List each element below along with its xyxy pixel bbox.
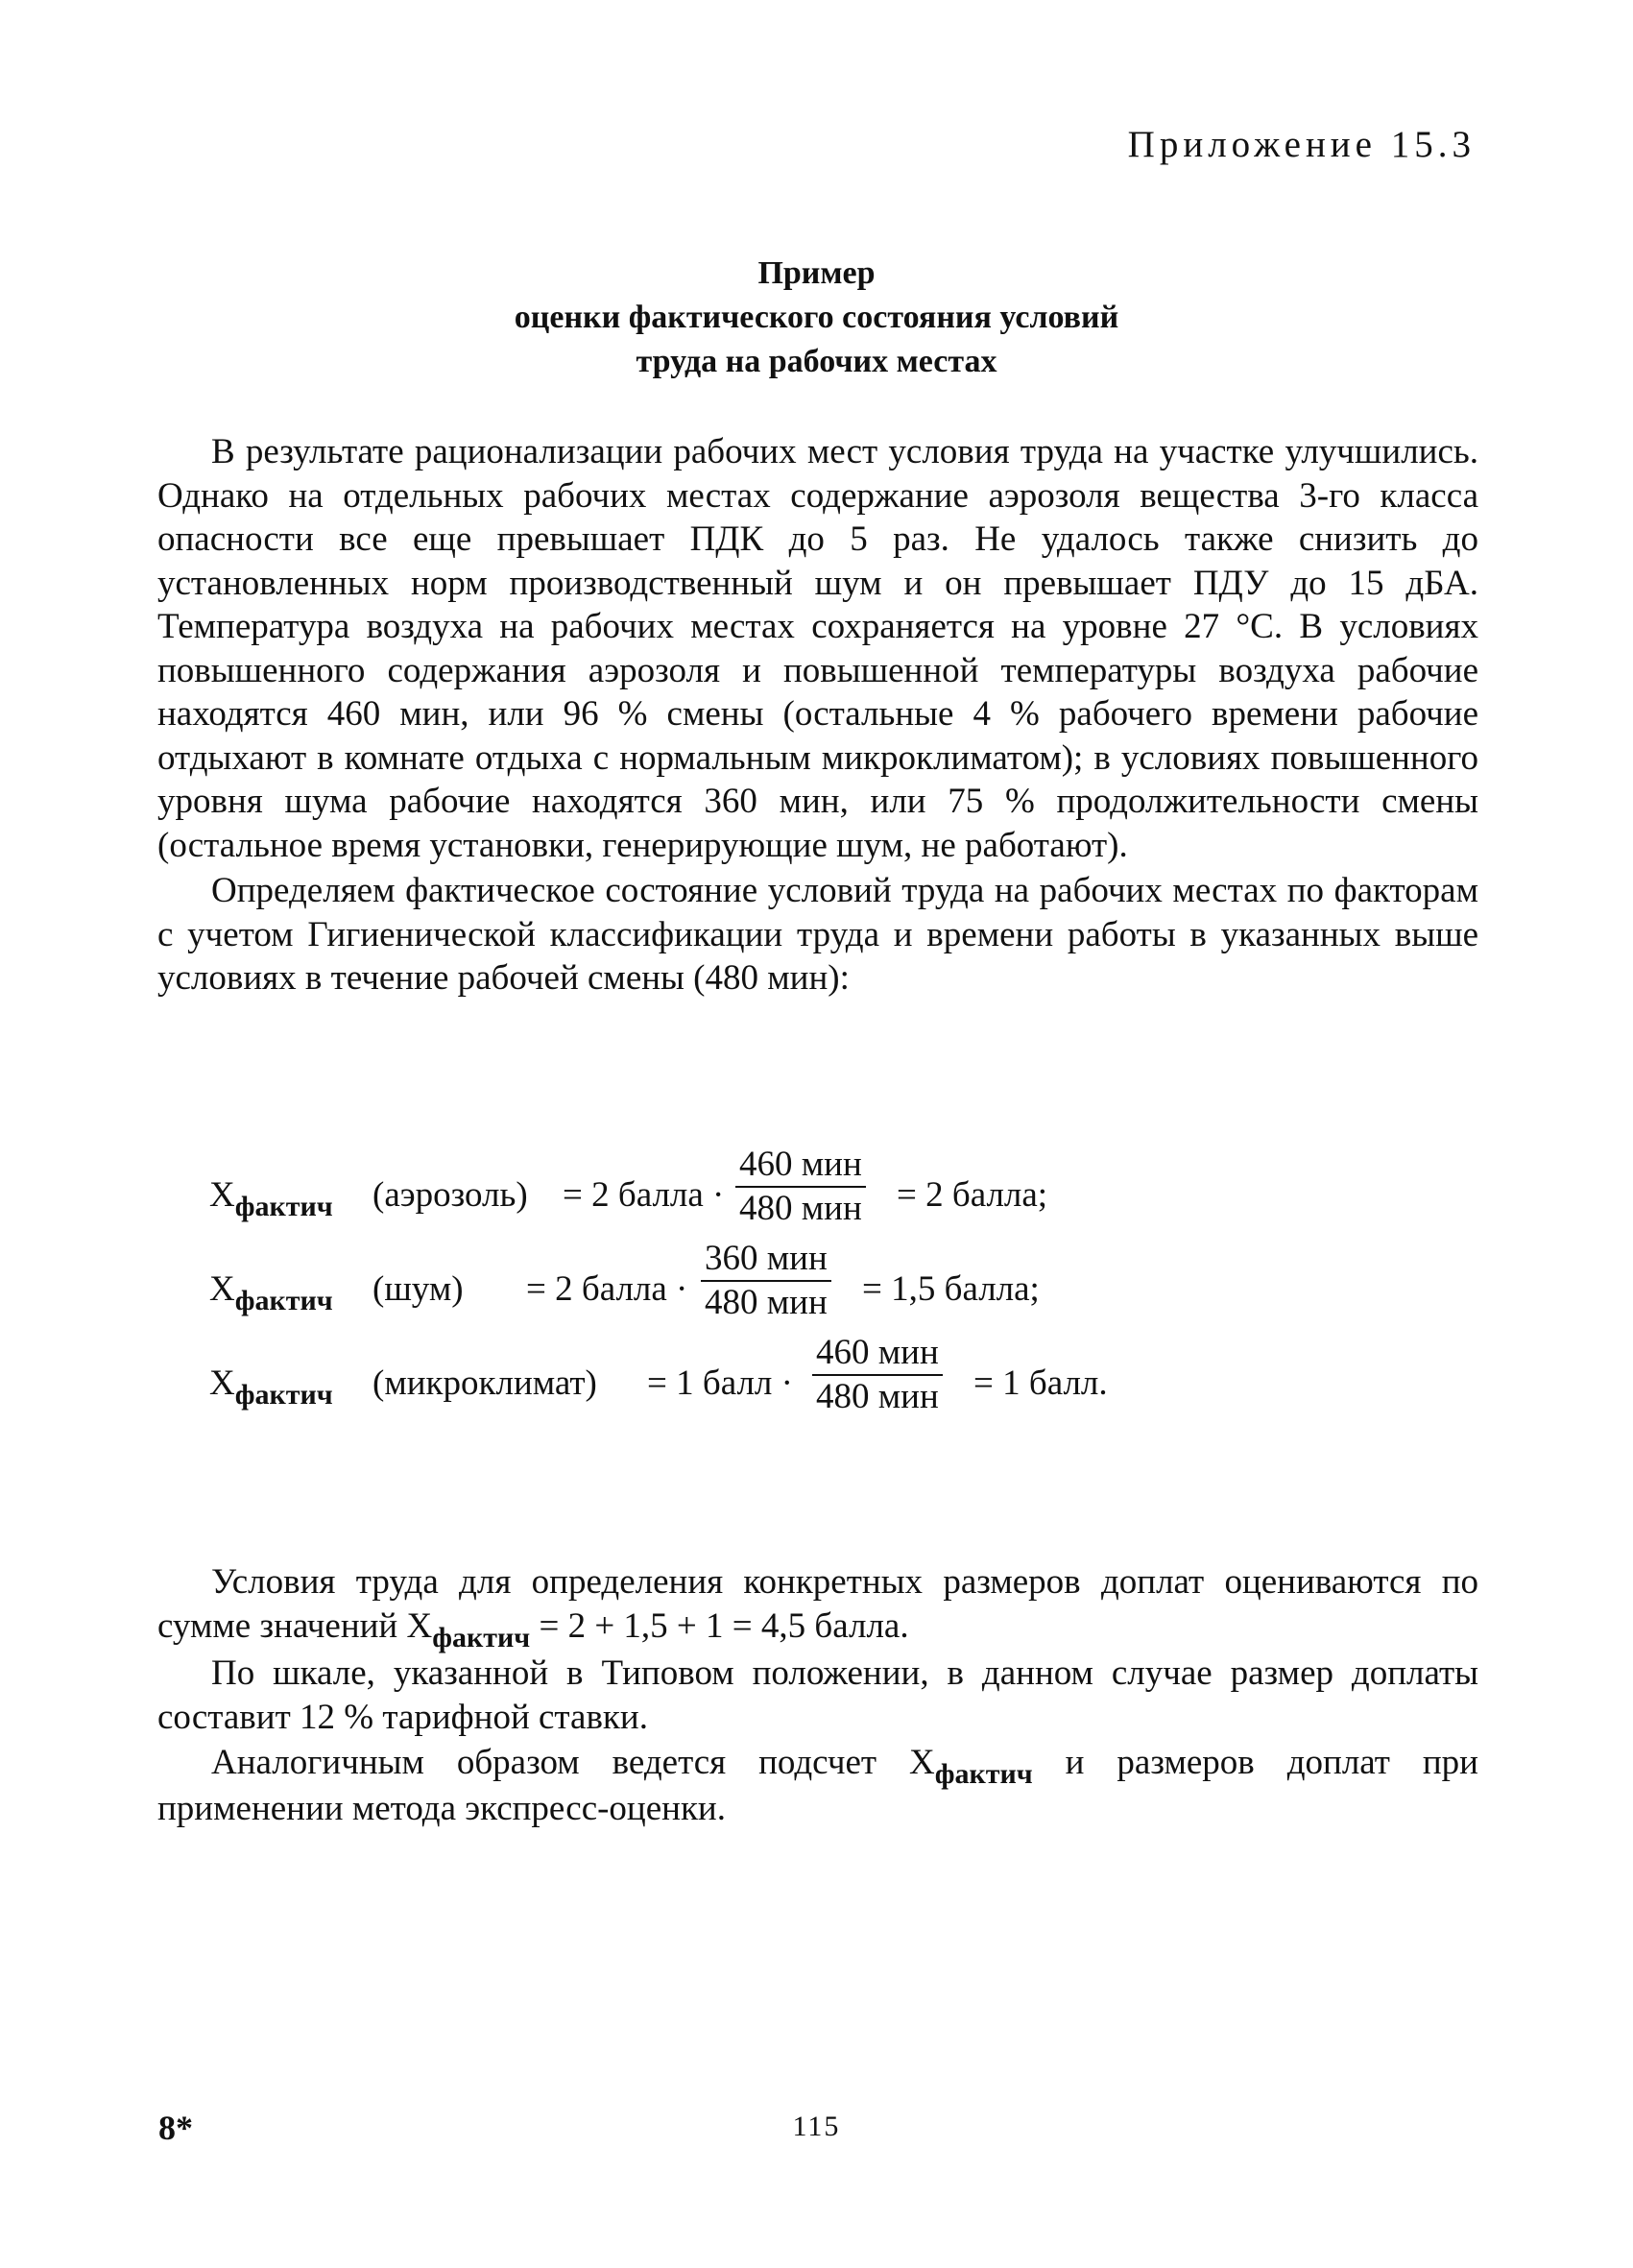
formula-fraction bbox=[701, 1240, 831, 1324]
formula-subscript: фактич bbox=[234, 1379, 333, 1411]
title-line-1: Пример bbox=[757, 255, 876, 291]
formula-x: X bbox=[209, 1175, 235, 1215]
conclusion-text bbox=[157, 1560, 1478, 1830]
formula-factor: (микроклимат) bbox=[372, 1363, 597, 1403]
conclusion-text-part: Аналогичным образом ведется подсчет X bbox=[211, 1743, 935, 1782]
title-block bbox=[0, 252, 1633, 384]
paragraph-2: Определяем фактическое состояние условий труда на рабочих местах по факторам с учетом Гигиенической классификации труда и времени работы в указанных выше условиях в течение рабочей смены (480 мин): bbox=[157, 871, 1478, 998]
conclusion-text-part: и размеров доплат при применении метода экспресс-оценки. bbox=[157, 1743, 1478, 1828]
formula-x: X bbox=[209, 1363, 235, 1403]
conclusion-text-part: Условия труда для определения конкретных размеров доплат оцениваются по сумме значений X bbox=[157, 1562, 1478, 1646]
formula-variable bbox=[209, 1363, 333, 1411]
paragraph-1: В результате рационализации рабочих мест условия труда на участке улучшились. Однако на отдельных рабочих местах содержание аэрозоля вещества 3-го класса опасности все еще превышает ПДК до 5 раз. Не удалось также снизить до установленных норм производственный шум и он превышает ПДУ до 15 дБА. Температура воздуха на рабочих местах сохраняется на уровне 27 °С. В условиях повышенного содержания аэрозоля и повышенной температуры воздуха рабочие находятся 460 мин, или 96 % смены (остальные 4 % рабочего времени рабочие отдыхают в комнате отдыха с нормальным микроклиматом); в условиях повышенного уровня шума рабочие находятся 360 мин, или 75 % продолжительности смены (остальное время установки, генерирующие шум, не работают). bbox=[157, 432, 1478, 865]
formula-fraction bbox=[812, 1334, 943, 1418]
formula-factor: (шум) bbox=[372, 1269, 464, 1309]
conclusion-subscript: фактич bbox=[934, 1758, 1033, 1790]
appendix-label: Приложение 15.3 bbox=[1127, 124, 1476, 165]
formula-x: X bbox=[209, 1269, 235, 1309]
fraction-numerator: 460 мин bbox=[812, 1334, 943, 1376]
fraction-denominator: 480 мин bbox=[739, 1189, 862, 1228]
conclusion-subscript: фактич bbox=[432, 1621, 531, 1653]
fraction-numerator: 360 мин bbox=[701, 1240, 831, 1282]
formula-subscript: фактич bbox=[234, 1285, 333, 1316]
title-line-3: труда на рабочих местах bbox=[636, 344, 997, 379]
formula-fraction bbox=[735, 1146, 866, 1230]
formula-factor: (аэрозоль) bbox=[372, 1175, 528, 1215]
signature-mark: 8* bbox=[158, 2109, 193, 2147]
intro-text bbox=[157, 430, 1478, 1001]
fraction-denominator: 480 мин bbox=[705, 1283, 828, 1322]
fraction-numerator: 460 мин bbox=[735, 1146, 866, 1188]
formula-lhs: = 2 балла · bbox=[526, 1269, 688, 1309]
conclusion-paragraph-2: По шкале, указанной в Типовом положении, в данном случае размер доплаты составит 12 % тарифной ставки. bbox=[157, 1653, 1478, 1737]
conclusion-text-part: = 2 + 1,5 + 1 = 4,5 балла. bbox=[530, 1605, 909, 1646]
conclusion-paragraph-1 bbox=[157, 1560, 1478, 1653]
formula-variable bbox=[209, 1174, 333, 1222]
formula-lhs: = 2 балла · bbox=[563, 1175, 725, 1215]
formula-lhs: = 1 балл · bbox=[647, 1363, 793, 1403]
formula-rhs: = 2 балла; bbox=[897, 1175, 1048, 1215]
fraction-denominator: 480 мин bbox=[816, 1377, 939, 1416]
conclusion-paragraph-3 bbox=[157, 1741, 1478, 1830]
formula-rhs: = 1,5 балла; bbox=[862, 1269, 1040, 1309]
page-number: 115 bbox=[792, 2111, 841, 2142]
title-line-2: оценки фактического состояния условий bbox=[514, 300, 1119, 335]
formula-subscript: фактич bbox=[234, 1191, 333, 1222]
formula-variable bbox=[209, 1268, 333, 1316]
formula-rhs: = 1 балл. bbox=[973, 1363, 1108, 1403]
